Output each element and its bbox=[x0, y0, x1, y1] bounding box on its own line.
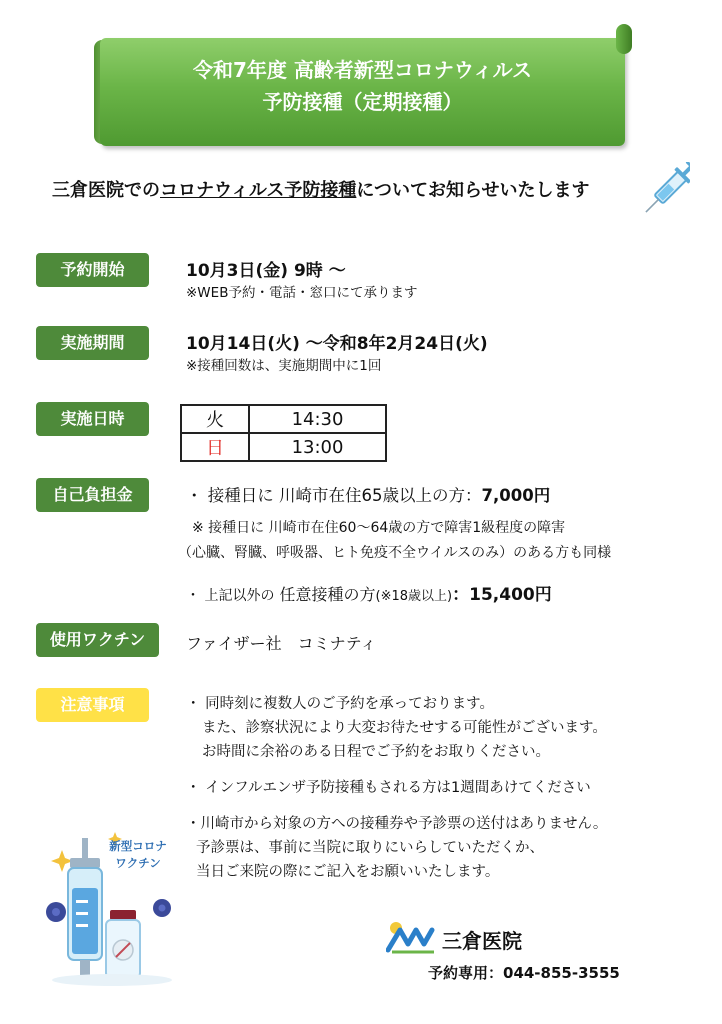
notes-item: 当日ご来院の際にご記入をお願いいたします。 bbox=[196, 864, 500, 880]
cost-line1 bbox=[186, 482, 550, 506]
cost-line2-prefix: ・ 上記以外の bbox=[186, 588, 275, 604]
reservation-value: 10月3日(金) 9時 ～ bbox=[186, 261, 346, 281]
cost-note1: ※ 接種日に 川崎市在住60～64歳の方で障害1級程度の障害 bbox=[192, 520, 566, 536]
schedule-time-tue: 14:30 bbox=[249, 405, 386, 433]
cost-line2-mid: 任意接種の方 bbox=[274, 585, 376, 604]
schedule-time-sun: 13:00 bbox=[249, 433, 386, 461]
intro-underlined: コロナウィルス予防接種 bbox=[160, 180, 357, 201]
notes-item: 予診票は、事前に当院に取りにいらしていただくか、 bbox=[196, 840, 544, 856]
illustration-caption-line2: ワクチン bbox=[115, 856, 161, 870]
syringe-icon bbox=[640, 162, 690, 224]
label-notes: 注意事項 bbox=[36, 688, 149, 722]
page-title bbox=[100, 54, 625, 118]
cost-line2-small: (※18歳以上) bbox=[375, 589, 453, 604]
title-line2: 予防接種（定期接種） bbox=[262, 90, 463, 114]
cost-price-65: 7,000円 bbox=[481, 486, 551, 505]
label-schedule: 実施日時 bbox=[36, 402, 149, 436]
notes-item: ・ インフルエンザ予防接種もされる方は1週間あけてください bbox=[186, 780, 591, 796]
schedule-day-sun: 日 bbox=[181, 433, 249, 461]
reservation-phone: 予約専用：044-855-3555 bbox=[428, 964, 620, 982]
schedule-table bbox=[180, 404, 387, 462]
label-vaccine: 使用ワクチン bbox=[36, 623, 159, 657]
period-note: ※接種回数は、実施期間中に1回 bbox=[186, 358, 382, 374]
intro-text bbox=[52, 176, 652, 202]
clinic-logo-icon bbox=[386, 920, 438, 956]
label-reservation: 予約開始 bbox=[36, 253, 149, 287]
notes-item: お時間に余裕のある日程でご予約をお取りください。 bbox=[202, 744, 550, 760]
cost-note2: （心臓、腎臓、呼吸器、ヒト免疫不全ウイルスのみ）のある方も同様 bbox=[178, 545, 612, 561]
label-period: 実施期間 bbox=[36, 326, 149, 360]
notes-item: ・川崎市から対象の方への接種券や予診票の送付はありません。 bbox=[186, 816, 608, 832]
schedule-row bbox=[181, 405, 386, 433]
intro-prefix: 三倉医院での bbox=[52, 180, 160, 201]
reservation-note: ※WEB予約・電話・窓口にて承ります bbox=[186, 285, 418, 301]
illustration-caption bbox=[96, 838, 180, 872]
cost-price-optional: ：15,400円 bbox=[452, 585, 552, 605]
cost-line2 bbox=[186, 580, 552, 605]
schedule-day-tue: 火 bbox=[181, 405, 249, 433]
clinic-name: 三倉医院 bbox=[442, 929, 522, 953]
period-value: 10月14日(火) ～令和8年2月24日(火) bbox=[186, 334, 488, 354]
banner-scroll-right bbox=[616, 24, 632, 54]
intro-suffix: についてお知らせいたします bbox=[356, 180, 590, 201]
label-cost: 自己負担金 bbox=[36, 478, 149, 512]
notes-item: また、診察状況により大変お待たせする可能性がございます。 bbox=[202, 720, 607, 736]
notes-block-2 bbox=[186, 812, 607, 884]
schedule-row bbox=[181, 433, 386, 461]
vaccine-value: ファイザー社 コミナティ bbox=[186, 634, 377, 653]
cost-line1-text: ・ 接種日に 川崎市在住65歳以上の方： bbox=[186, 486, 482, 505]
notes-block-1 bbox=[186, 692, 607, 764]
notes-item: ・ 同時刻に複数人のご予約を承っております。 bbox=[186, 696, 494, 712]
title-banner bbox=[100, 38, 625, 146]
title-line1: 令和7年度 高齢者新型コロナウィルス bbox=[192, 58, 533, 82]
illustration-caption-line1: 新型コロナ bbox=[109, 839, 167, 853]
